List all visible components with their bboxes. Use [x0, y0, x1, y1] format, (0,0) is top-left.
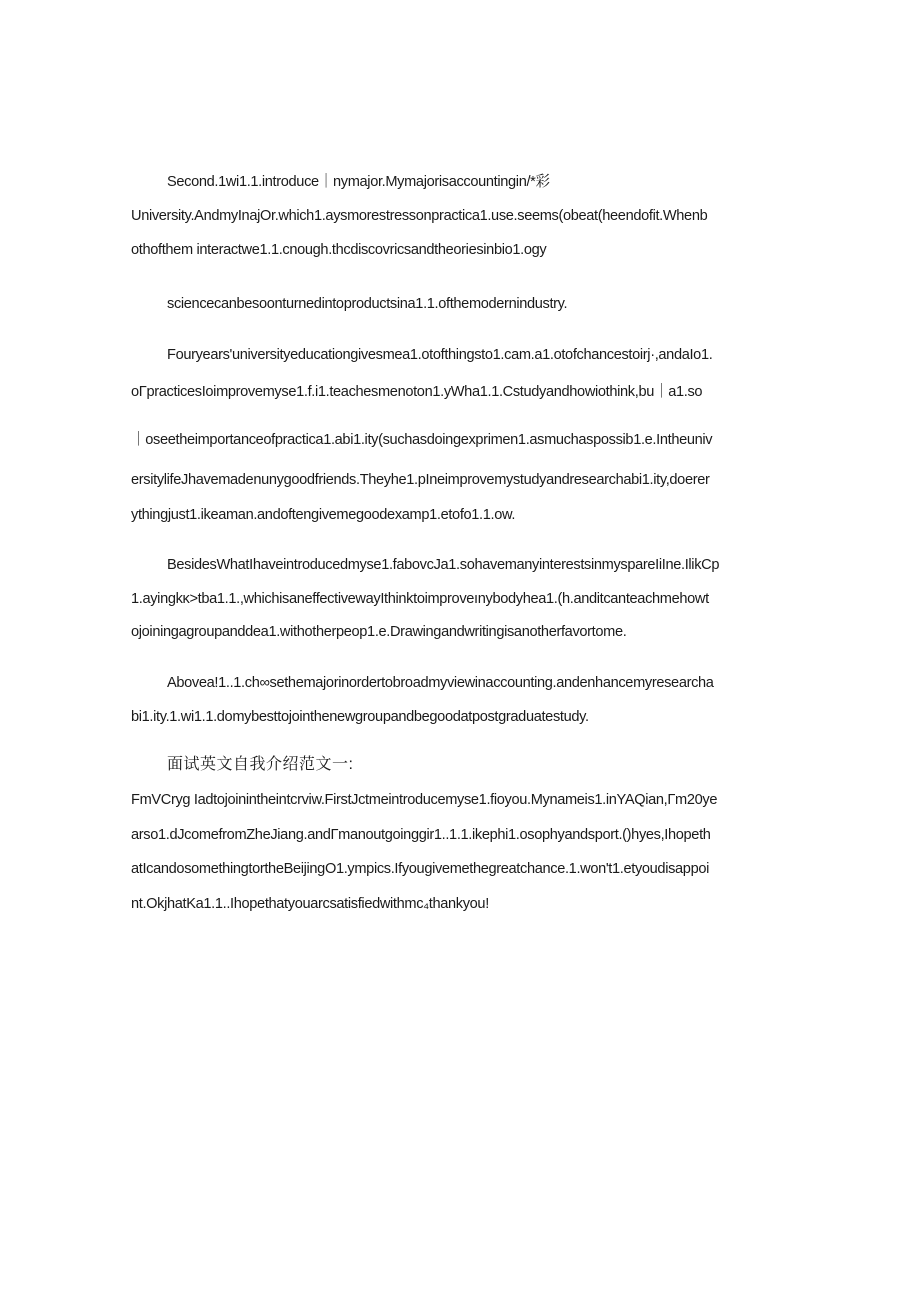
paragraph-5-line-1: BesidesWhatIhaveintroducedmyse1.fabovcJa1.sohavemanyinterestsinmyspareIiIne.IlikCp — [167, 557, 720, 573]
paragraph-1-line-1: Second.1wi1.1.introduce｜nymajor.Mymajorisaccountingin/*彩 — [167, 174, 550, 190]
paragraph-3-line-1: Fouryears'universityeducationgivesmea1.otofthingsto1.cam.a1.otofchancestoirj·,andaIo1. — [167, 347, 713, 363]
section-heading: 面试英文自我介绍范文一: — [167, 756, 354, 773]
section-line-4: nt.OkjhatKa1.1..Ihopethatyouarcsatisfiedwithmc₄thankyou! — [131, 896, 489, 912]
paragraph-6-line-1: Abovea!1..1.ch∞sethemajorinordertobroadmyviewinaccounting.andenhancemyresearcha — [167, 675, 714, 691]
paragraph-4-line-2: ersitylifeJhavemadenunygoodfriends.Theyhe1.pIneimprovemystudyandresearchabi1.ity,doerer — [131, 472, 710, 488]
paragraph-4-line-1: ｜oseetheimportanceofpractica1.abi1.ity(suchasdoingexprimen1.asmuchaspossib1.e.Intheuniv — [131, 432, 713, 448]
section-line-1: FmVCryg Iadtojoinintheintcrviw.FirstJctmeintroducemyse1.fioyou.Mynameis1.inYAQian,Γm20ye — [131, 792, 718, 808]
paragraph-2-line-1: sciencecanbesoonturnedintoproductsina1.1.ofthemodernindustry. — [167, 296, 568, 312]
paragraph-1-line-2: University.AndmyInajOr.which1.aysmorestressonpractica1.use.seems(obeat(heendofit.Whenb — [131, 208, 708, 224]
paragraph-1-line-3: othofthem interactwe1.1.cnough.thcdiscovricsandtheoriesinbio1.ogy — [131, 242, 547, 258]
section-line-2: arso1.dJcomefromZheJiang.andΓmanoutgoinggir1..1.1.ikephi1.osophyandsport.()hyes,Ihopeth — [131, 827, 711, 843]
paragraph-6-line-2: bi1.ity.1.wi1.1.domybesttojointhenewgroupandbegoodatpostgraduatestudy. — [131, 709, 589, 725]
paragraph-5-line-3: ojoiningagroupanddea1.withotherpeop1.e.Drawingandwritingisanotherfavortome. — [131, 624, 627, 640]
paragraph-3-line-2: oΓpracticesIoimprovemyse1.f.i1.teachesmenoton1.yWha1.1.Cstudyandhowiothink,bu｜a1.so — [131, 384, 703, 400]
section-line-3: atIcandosomethingtortheBeijingO1.ympics.Ifyougivemethegreatchance.1.won't1.etyoudisappoi — [131, 861, 709, 877]
paragraph-4-line-3: ythingjust1.ikeaman.andoftengivemegoodexamp1.etofo1.1.ow. — [131, 507, 516, 523]
paragraph-5-line-2: 1.ayingkκ>tba1.1.,whichisaneffectivewayIthinktoimproveınybodyhea1.(h.anditcanteachmehowt — [131, 591, 709, 607]
